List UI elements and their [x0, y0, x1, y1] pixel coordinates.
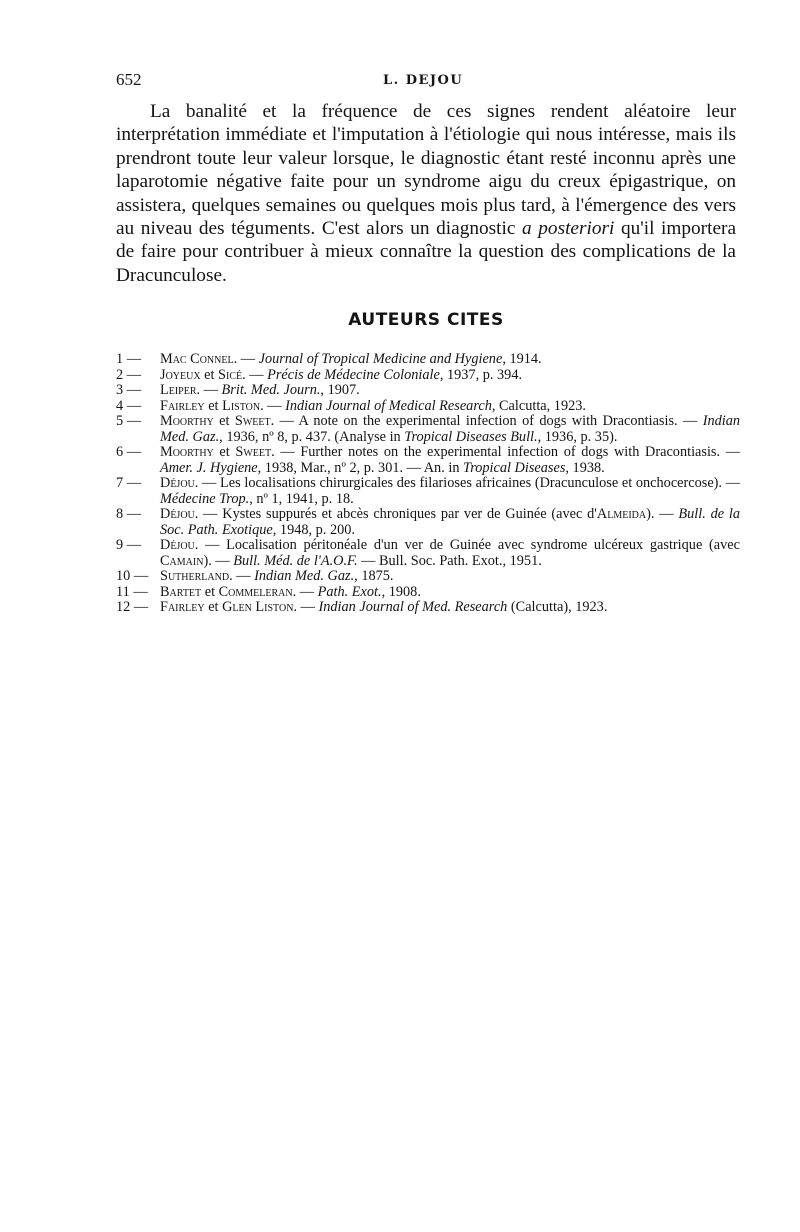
reference-list: [116, 352, 740, 616]
ref-text: . — Les localisations chirurgicales des filarioses africaines (Dracunculose et onchocercose). —: [194, 475, 740, 491]
ref-text: , 1914.: [502, 351, 542, 367]
ref-author: Déjou: [160, 506, 195, 522]
ref-text: , 1936, p. 35).: [537, 428, 618, 445]
ref-text: , 1908.: [381, 583, 421, 600]
reference-body: [160, 507, 740, 538]
reference-body: [160, 600, 740, 616]
reference-number: 3 —: [116, 382, 142, 398]
reference-item: [116, 445, 740, 476]
ref-text: ). —: [646, 506, 679, 522]
ref-title-2: Tropical Diseases: [463, 459, 566, 476]
ref-title: Amer. J. Hygiene: [160, 459, 258, 476]
reference-item: [116, 414, 740, 445]
reference-body: [160, 414, 740, 445]
body-paragraph: [116, 100, 736, 287]
ref-text: . — Localisation péritonéale d'un ver de Guinée avec syndrome ulcéreux gastrique (avec: [194, 537, 740, 553]
ref-author-2: Commeleran: [218, 583, 293, 600]
reference-item: [116, 600, 740, 616]
reference-item: [116, 352, 740, 368]
ref-text: et: [204, 599, 223, 615]
ref-author: Leiper: [160, 382, 197, 398]
reference-number: 8 —: [116, 506, 142, 522]
reference-number: 4 —: [116, 397, 142, 414]
ref-title: Indian Journal of Medical Research: [285, 397, 492, 414]
ref-text: . — A note on the experimental infection of dogs with Dracontiasis. —: [270, 413, 703, 429]
reference-number: 11 —: [116, 583, 148, 600]
ref-author: Fairley: [160, 397, 205, 414]
ref-author-2: Sicé: [218, 366, 243, 383]
ref-text: , 1907.: [320, 382, 360, 398]
ref-text: et: [213, 413, 235, 429]
paragraph-emphasis: a posteriori: [522, 218, 615, 240]
ref-text: . — Kystes suppurés et abcès chroniques par ver de Guinée (avec d': [194, 506, 597, 522]
reference-number: 7 —: [116, 475, 142, 491]
reference-item: [116, 368, 740, 384]
reference-item: [116, 538, 740, 569]
reference-body: [160, 585, 740, 601]
ref-author: Sutherland: [160, 568, 230, 584]
ref-title: Path. Exot.: [317, 583, 382, 600]
reference-number: 2 —: [116, 366, 142, 383]
ref-title: Bull. Méd. de l'A.O.F.: [233, 552, 358, 569]
ref-text: . —: [293, 599, 319, 615]
ref-title-2: Tropical Diseases Bull.: [404, 428, 538, 445]
ref-text: . — Further notes on the experimental infection of dogs with Dracontiasis. —: [271, 444, 741, 460]
ref-text: . —: [260, 397, 286, 414]
ref-author: Fairley: [160, 599, 205, 615]
reference-number: 10 —: [116, 568, 149, 584]
ref-title: Précis de Médecine Coloniale: [267, 366, 440, 383]
reference-number: 1 —: [116, 351, 142, 367]
ref-title: Indian Journal of Med. Research: [318, 599, 508, 615]
ref-text: et: [201, 583, 219, 600]
ref-title: Indian Med. Gaz.: [254, 568, 355, 584]
ref-text: , 1875.: [354, 568, 394, 584]
ref-coauthor: Almeida: [596, 506, 647, 522]
ref-title: Médecine Trop.: [160, 490, 250, 507]
ref-title: Indian Med. Gaz.: [160, 413, 741, 445]
ref-author: Déjou: [160, 537, 195, 553]
ref-title: Journal of Tropical Medicine and Hygiene: [258, 351, 503, 367]
ref-text: , 1937, p. 394.: [439, 366, 523, 383]
ref-text: , 1938.: [565, 459, 605, 476]
reference-number: 5 —: [116, 413, 142, 429]
ref-author-2: Liston: [222, 397, 261, 414]
reference-item: [116, 569, 740, 585]
ref-text: , nº 1, 1941, p. 18.: [249, 490, 354, 507]
reference-body: [160, 538, 740, 569]
ref-author-2: Sweet: [234, 413, 271, 429]
ref-text: , 1938, Mar., nº 2, p. 301. — An. in: [257, 459, 464, 476]
running-head: L. DEJOU: [383, 73, 464, 88]
ref-text: et: [213, 444, 236, 460]
reference-item: [116, 585, 740, 601]
ref-text: (Calcutta), 1923.: [507, 599, 608, 615]
ref-text: ). —: [203, 552, 234, 569]
reference-body: [160, 445, 740, 476]
reference-number: 9 —: [116, 537, 142, 553]
reference-number: 6 —: [116, 444, 142, 460]
reference-item: [116, 383, 740, 399]
reference-body: [160, 399, 740, 415]
ref-author: Déjou: [160, 475, 195, 491]
section-heading: AUTEURS CITES: [348, 310, 504, 330]
ref-title: Bull. de la Soc. Path. Exotique: [160, 506, 741, 538]
ref-text: et: [204, 397, 223, 414]
ref-title: Brit. Med. Journ.: [221, 382, 321, 398]
reference-item: [116, 507, 740, 538]
ref-text: , Calcutta, 1923.: [491, 397, 586, 414]
ref-author-2: Glen Liston: [222, 599, 294, 615]
ref-text: , 1948, p. 200.: [272, 521, 355, 538]
ref-author: Mac Connel: [160, 351, 234, 367]
ref-text: . —: [292, 583, 318, 600]
reference-body: [160, 352, 740, 368]
ref-coauthor: Camain: [160, 552, 204, 569]
reference-body: [160, 569, 740, 585]
ref-author: Joyeux: [160, 366, 201, 383]
paragraph-text-end: qu'il importera de faire pour contribuer à mieux connaître la question des complications de la Dracunculose.: [116, 218, 737, 286]
reference-item: [116, 399, 740, 415]
ref-text: , 1936, nº 8, p. 437. (Analyse in: [219, 428, 405, 445]
reference-body: [160, 368, 740, 384]
reference-item: [116, 476, 740, 507]
page-header: [116, 70, 736, 94]
ref-text: . —: [196, 382, 222, 398]
ref-text: — Bull. Soc. Path. Exot., 1951.: [357, 552, 542, 569]
reference-body: [160, 383, 740, 399]
reference-body: [160, 476, 740, 507]
ref-text: . —: [242, 366, 268, 383]
page-number: 652: [116, 70, 142, 89]
reference-number: 12 —: [116, 599, 149, 615]
ref-author: Moorthy: [160, 413, 214, 429]
ref-text: . —: [233, 351, 259, 367]
ref-text: . —: [229, 568, 255, 584]
ref-author-2: Sweet: [235, 444, 272, 460]
paragraph-text: La banalité et la fréquence de ces signes rendent aléatoire leur interprétation immédiate et l'imputation à l'étiologie qui nous intéresse, mais ils prendront toute leur valeur lorsque, le diagnostic étant resté inconnu après une laparotomie négative faite pour un syndrome aigu du creux épigastrique, on assistera, quelques semaines ou quelques mois plus tard, à l'émergence des vers au niveau des téguments. C'est alors un diagnostic: [116, 101, 736, 240]
ref-text: et: [200, 366, 219, 383]
ref-author: Moorthy: [160, 444, 214, 460]
ref-author: Bartet: [160, 583, 202, 600]
